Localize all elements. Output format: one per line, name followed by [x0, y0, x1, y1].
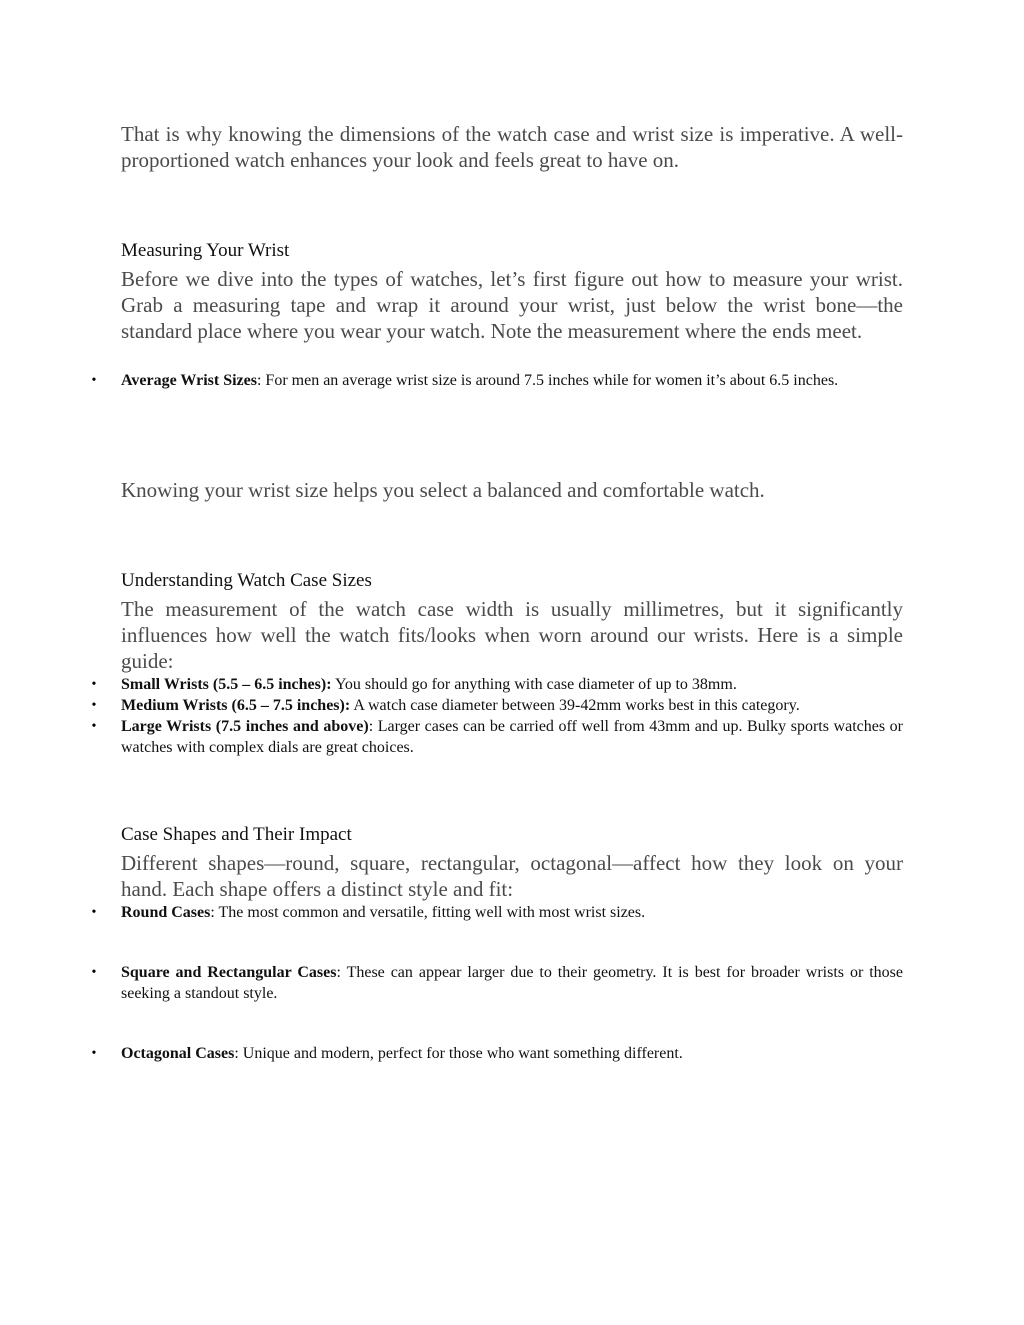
list-item: [0, 962, 903, 1004]
bullet-dot: •: [91, 905, 97, 920]
case-sizes-heading: Understanding Watch Case Sizes: [121, 570, 372, 591]
bullet-dot: •: [91, 373, 97, 388]
bullet-term: Octagonal Cases: [121, 1045, 235, 1062]
case-sizes-paragraph: The measurement of the watch case width is usually millimetres, but it significantly influences how well the watch fits/looks when worn around our wrists. Here is a simple guide:: [121, 597, 903, 673]
bullet-term: Square and Rectangular Cases: [121, 964, 337, 981]
shapes-bullet-list-1: [0, 902, 903, 923]
list-item: [0, 716, 903, 758]
bullet-term: Medium Wrists (6.5 – 7.5 inches):: [121, 697, 351, 714]
measuring-bullet-list: [0, 370, 903, 391]
bullet-separator: :: [210, 904, 219, 921]
bullet-text: A watch case diameter between 39-42mm works best in this category.: [353, 697, 800, 714]
shapes-bullet-list-3: [0, 1043, 903, 1064]
bullet-dot: •: [91, 698, 97, 713]
shapes-paragraph: Different shapes—round, square, rectangular, octagonal—affect how they look on your hand. Each shape offers a distinct style and fit:: [121, 851, 903, 901]
list-item: [0, 695, 903, 716]
list-item: [0, 674, 903, 695]
shapes-section: [121, 823, 903, 902]
bullet-separator: :: [336, 964, 347, 981]
measuring-section: [121, 239, 903, 344]
intro-section: [121, 121, 903, 173]
bullet-text: For men an average wrist size is around 7.5 inches while for women it’s about 6.5 inches.: [265, 372, 839, 389]
bullet-dot: •: [91, 965, 97, 980]
measuring-closing-paragraph: Knowing your wrist size helps you select a balanced and comfortable watch.: [121, 478, 765, 502]
case-sizes-bullet-list: [0, 674, 903, 758]
measuring-heading: Measuring Your Wrist: [121, 240, 290, 261]
case-sizes-section: [121, 569, 903, 674]
bullet-term: Round Cases: [121, 904, 211, 921]
bullet-separator: :: [368, 718, 378, 735]
shapes-bullet-list-2: [0, 962, 903, 1004]
list-item: [0, 370, 903, 391]
shapes-heading: Case Shapes and Their Impact: [121, 824, 352, 845]
bullet-text: These can appear larger due to their geometry. It is best for broader wrists or those seeking a standout style.: [121, 964, 903, 1002]
bullet-text: Unique and modern, perfect for those who want something different.: [242, 1045, 683, 1062]
list-item: [0, 1043, 903, 1064]
bullet-term: Small Wrists (5.5 – 6.5 inches):: [121, 676, 332, 693]
bullet-dot: •: [91, 719, 97, 734]
bullet-term: Large Wrists (7.5 inches and above): [121, 718, 369, 735]
bullet-dot: •: [91, 677, 97, 692]
bullet-separator: :: [256, 372, 266, 389]
bullet-text: The most common and versatile, fitting well with most wrist sizes.: [218, 904, 646, 921]
bullet-term: Average Wrist Sizes: [121, 372, 257, 389]
measuring-closing: [121, 477, 903, 503]
list-item: [0, 902, 903, 923]
bullet-text: Larger cases can be carried off well from 43mm and up. Bulky sports watches or watches with complex dials are great choices.: [121, 718, 904, 756]
measuring-paragraph: Before we dive into the types of watches, let’s first figure out how to measure your wrist. Grab a measuring tape and wrap it around your wrist, just below the wrist bone—the standard place where you wear your watch. Note the measurement where the ends meet.: [121, 267, 903, 343]
bullet-dot: •: [91, 1046, 97, 1061]
bullet-text: You should go for anything with case diameter of up to 38mm.: [334, 676, 737, 693]
bullet-separator: :: [234, 1045, 243, 1062]
intro-paragraph: That is why knowing the dimensions of the watch case and wrist size is imperative. A well-proportioned watch enhances your look and feels great to have on.: [121, 122, 903, 172]
